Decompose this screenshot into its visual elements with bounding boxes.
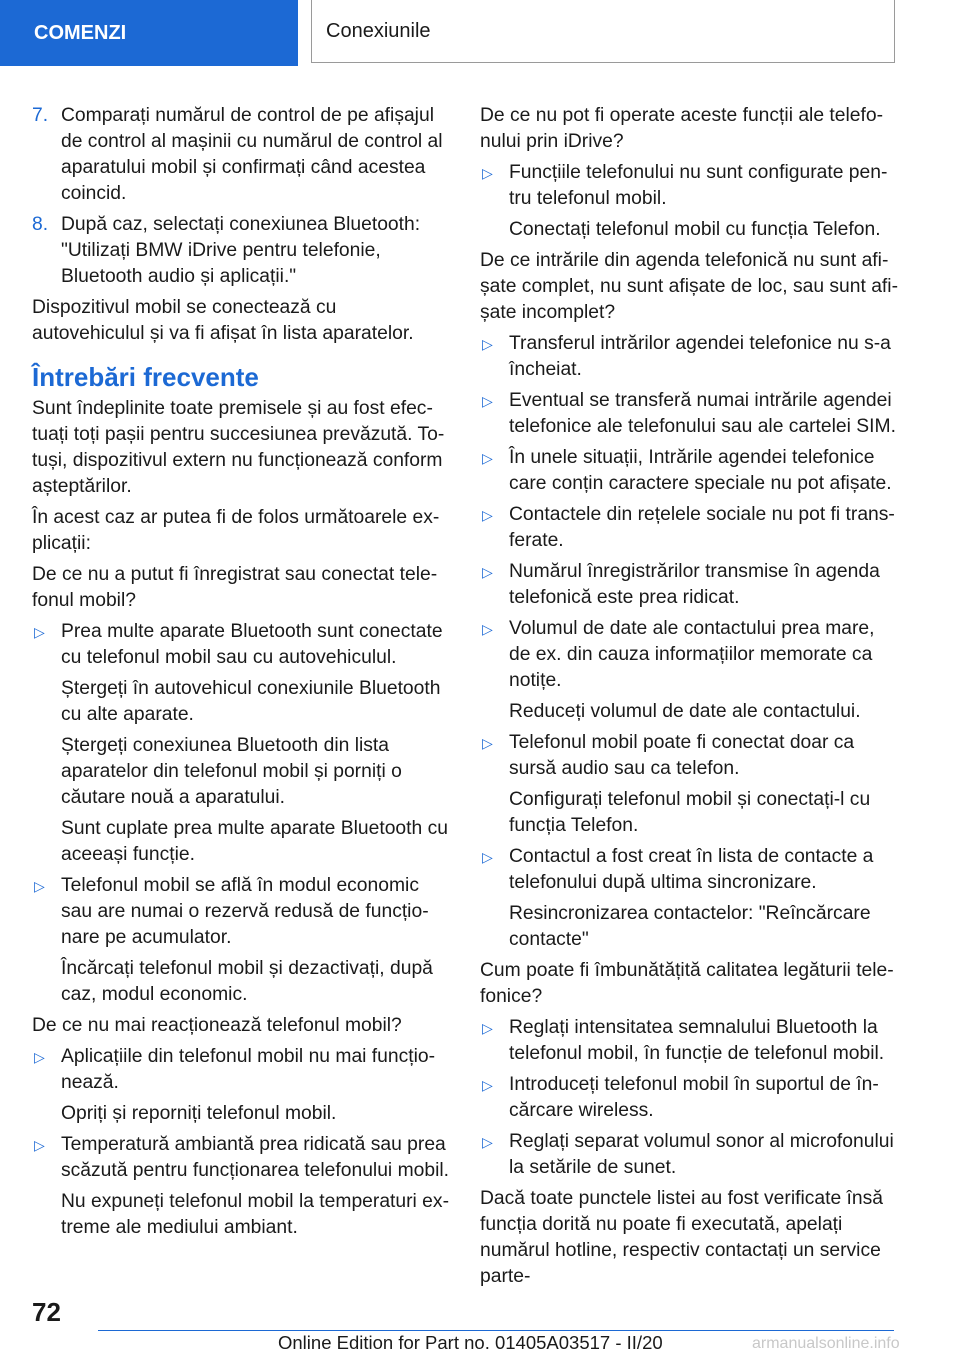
list-item-detail: Ștergeți conexiunea Bluetooth din lista aparatelor din telefonul mobil și porniți o căutare nouă a aparatului. (61, 735, 402, 808)
triangle-bullet-icon: ▷ (482, 1077, 493, 1093)
list-item-detail: Configurați telefonul mobil și conectați-l cu funcția Telefon. (509, 789, 871, 836)
list-item: ▷ Prea multe aparate Bluetooth sunt conectate cu telefonul mobil sau cu autovehiculul. (34, 621, 443, 668)
triangle-bullet-icon: ▷ (482, 621, 493, 637)
edition-text: Online Edition for Part no. 01405A03517 - II/20 (278, 1332, 663, 1353)
question: De ce nu mai reacționează telefonul mobil? (32, 1015, 402, 1036)
right-column (480, 103, 900, 1295)
triangle-bullet-icon: ▷ (482, 1134, 493, 1150)
step-text: Comparați numărul de control de pe afișajul de control al mașinii cu numărul de control al aparatului mobil și confirmați când acestea coincid. (61, 105, 443, 204)
step-7 (32, 103, 450, 207)
triangle-bullet-icon: ▷ (34, 878, 45, 894)
question: Cum poate fi îmbunătățită calitatea legăturii telefonice? (480, 960, 894, 1007)
triangle-bullet-icon: ▷ (482, 1020, 493, 1036)
chapter-tab[interactable]: Conexiunile (311, 0, 895, 63)
list-item-detail: Reduceți volumul de date ale contactului. (509, 701, 861, 722)
triangle-bullet-icon: ▷ (34, 1137, 45, 1153)
left-column (32, 103, 450, 1246)
list-item-detail: Ștergeți în autovehicul conexiunile Bluetooth cu alte aparate. (61, 678, 441, 725)
step-number: 8. (32, 214, 49, 235)
list-item: ▷ Telefonul mobil se află în modul economic sau are numai o rezervă redusă de funcționare pe acumulator. (34, 875, 429, 948)
page-header (0, 0, 960, 66)
triangle-bullet-icon: ▷ (482, 735, 493, 751)
list-item: ▷ Eventual se transferă numai intrările agendei telefonice ale telefonului sau ale cartelei SIM. (482, 390, 896, 437)
paragraph: Dacă toate punctele listei au fost verificate însă funcția dorită nu poate fi executată, apelați numărul hotline, respectiv contactați un service parte- (480, 1188, 883, 1287)
question: De ce intrările din agenda telefonică nu sunt afișate complet, nu sunt afișate de loc, sau sunt afișate incomplet? (480, 250, 898, 323)
section-tab[interactable]: COMENZI (0, 0, 298, 66)
list-item: ▷ Funcțiile telefonului nu sunt configurate pentru telefonul mobil. (482, 162, 888, 209)
question: De ce nu a putut fi înregistrat sau conectat telefonul mobil? (32, 564, 438, 611)
list-item: ▷ Contactul a fost creat în lista de contacte a telefonului după ultima sincronizare. (482, 846, 874, 893)
triangle-bullet-icon: ▷ (482, 336, 493, 352)
list-item: ▷ Contactele din rețelele sociale nu pot fi transferate. (482, 504, 895, 551)
list-item-detail: Sunt cuplate prea multe aparate Bluetooth cu aceeași funcție. (61, 818, 448, 865)
step-number: 7. (32, 105, 49, 126)
step-text: După caz, selectați conexiunea Bluetooth: "Utilizați BMW iDrive pentru telefonie, Bluetooth audio și aplicații." (61, 214, 421, 287)
triangle-bullet-icon: ▷ (482, 393, 493, 409)
page-number: 72 (32, 1297, 61, 1327)
list-item-detail: Opriți și reporniți telefonul mobil. (61, 1103, 337, 1124)
list-item-detail: Resincronizarea contactelor: "Reîncărcare contacte" (509, 903, 871, 950)
paragraph: În acest caz ar putea fi de folos următoarele explicații: (32, 507, 440, 554)
triangle-bullet-icon: ▷ (34, 624, 45, 640)
list-item: ▷ Volumul de date ale contactului prea mare, de ex. din cauza informațiilor memorate ca notițe. (482, 618, 875, 691)
triangle-bullet-icon: ▷ (482, 564, 493, 580)
list-item: ▷ Transferul intrărilor agendei telefonice nu s-a încheiat. (482, 333, 891, 380)
paragraph: Sunt îndeplinite toate premisele și au fost efectuați toți pașii pentru succesiunea prevăzută. Totuși, dispozitivul extern nu funcționează conform așteptărilor. (32, 398, 445, 497)
triangle-bullet-icon: ▷ (482, 450, 493, 466)
triangle-bullet-icon: ▷ (34, 1049, 45, 1065)
list-item-detail: Încărcați telefonul mobil și dezactivați, după caz, modul economic. (61, 958, 433, 1005)
list-item: ▷ În unele situații, Intrările agendei telefonice care conțin caractere speciale nu pot afișate. (482, 447, 892, 494)
list-item: ▷ Numărul înregistrărilor transmise în agenda telefonică este prea ridicat. (482, 561, 880, 608)
triangle-bullet-icon: ▷ (482, 165, 493, 181)
step-8 (32, 212, 450, 290)
question: De ce nu pot fi operate aceste funcții ale telefonului prin iDrive? (480, 105, 884, 152)
list-item: ▷ Temperatură ambiantă prea ridicată sau prea scăzută pentru funcționarea telefonului mobil. (34, 1134, 450, 1181)
list-item-detail: Nu expuneți telefonul mobil la temperaturi extreme ale mediului ambiant. (61, 1191, 449, 1238)
list-item: ▷ Introduceți telefonul mobil în suportul de încărcare wireless. (482, 1074, 879, 1121)
triangle-bullet-icon: ▷ (482, 507, 493, 523)
list-item: ▷ Aplicațiile din telefonul mobil nu mai funcționează. (34, 1046, 436, 1093)
list-item: ▷ Reglați separat volumul sonor al microfonului la setările de sunet. (482, 1131, 894, 1178)
list-item-detail: Conectați telefonul mobil cu funcția Telefon. (509, 219, 881, 240)
list-item: ▷ Telefonul mobil poate fi conectat doar ca sursă audio sau ca telefon. (482, 732, 855, 779)
footer-divider (98, 1330, 894, 1331)
list-item: ▷ Reglați intensitatea semnalului Bluetooth la telefonul mobil, în funcție de telefonul mobil. (482, 1017, 885, 1064)
section-heading: Întrebări frecvente (32, 362, 259, 392)
triangle-bullet-icon: ▷ (482, 849, 493, 865)
watermark: armanualsonline.info (752, 1335, 900, 1352)
paragraph: Dispozitivul mobil se conectează cu autovehiculul și va fi afișat în lista aparatelor. (32, 297, 414, 344)
